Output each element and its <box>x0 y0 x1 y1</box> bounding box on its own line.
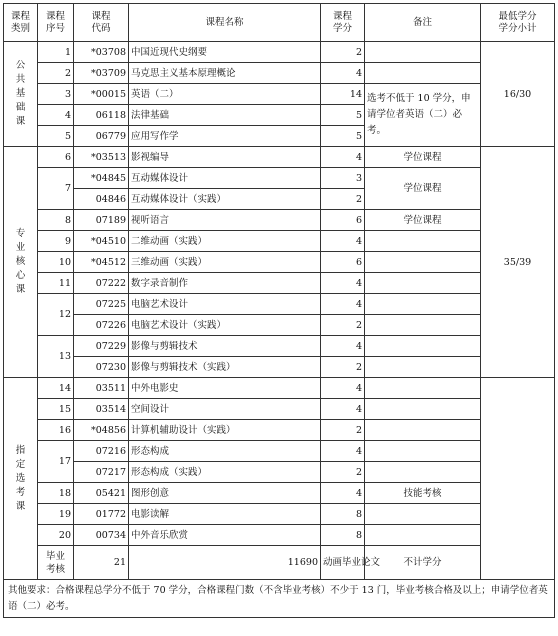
seq-cell: 4 <box>38 105 74 126</box>
note-cell <box>365 462 481 483</box>
name-cell: 二维动画（实践） <box>129 231 321 252</box>
code-cell: 05421 <box>74 483 129 504</box>
credit-cell: 2 <box>321 189 365 210</box>
name-cell: 形态构成（实践） <box>129 462 321 483</box>
name-cell: 电影读解 <box>129 504 321 525</box>
name-cell: 动画毕业论文 <box>321 546 365 580</box>
credit-cell: 2 <box>321 42 365 63</box>
note-degree: 学位课程 <box>365 168 481 210</box>
category-public: 公 共 基 础 课 <box>4 42 38 147</box>
table-row <box>4 63 555 84</box>
note-degree: 学位课程 <box>365 210 481 231</box>
other-requirements: 其他要求：合格课程总学分不低于 70 学分，合格课程门数（不含毕业考核）不少于 13 门，毕业考核合格及以上；申请学位者英语（二）必考。 <box>4 580 555 618</box>
table-row <box>4 252 555 273</box>
name-cell: 视听语言 <box>129 210 321 231</box>
code-cell: *03513 <box>74 147 129 168</box>
seq-cell: 9 <box>38 231 74 252</box>
min-credits-public: 16/30 <box>481 42 555 147</box>
note-cell <box>365 420 481 441</box>
note-cell <box>365 294 481 315</box>
note-skill: 技能考核 <box>365 483 481 504</box>
header-row <box>4 4 555 42</box>
name-cell: 中外电影史 <box>129 378 321 399</box>
table-row <box>4 42 555 63</box>
note-cell <box>365 504 481 525</box>
code-cell: *04856 <box>74 420 129 441</box>
table-row <box>4 546 555 580</box>
seq-cell: 3 <box>38 84 74 105</box>
table-row <box>4 273 555 294</box>
name-cell: 数字录音制作 <box>129 273 321 294</box>
seq-cell: 21 <box>74 546 129 580</box>
seq-cell: 15 <box>38 399 74 420</box>
name-cell: 影像与剪辑技术（实践） <box>129 357 321 378</box>
table-row <box>4 462 555 483</box>
table-row <box>4 378 555 399</box>
credit-cell: 2 <box>321 462 365 483</box>
seq-cell: 11 <box>38 273 74 294</box>
table-row <box>4 399 555 420</box>
note-cell <box>365 378 481 399</box>
name-cell: 中国近现代史纲要 <box>129 42 321 63</box>
min-credits-major: 35/39 <box>481 147 555 378</box>
name-cell: 中外音乐欣赏 <box>129 525 321 546</box>
table-row <box>4 525 555 546</box>
name-cell: 影视编导 <box>129 147 321 168</box>
table-row <box>4 147 555 168</box>
seq-cell: 8 <box>38 210 74 231</box>
credit-cell: 4 <box>321 231 365 252</box>
code-cell: 00734 <box>74 525 129 546</box>
credit-cell: 6 <box>321 210 365 231</box>
note-cell <box>365 231 481 252</box>
note-cell <box>365 336 481 357</box>
code-cell: 07230 <box>74 357 129 378</box>
credit-cell: 2 <box>321 315 365 336</box>
credit-cell: 不计学分 <box>365 546 481 580</box>
code-cell: 04846 <box>74 189 129 210</box>
code-cell: 11690 <box>129 546 321 580</box>
header-note: 备注 <box>365 4 481 42</box>
code-cell: 03511 <box>74 378 129 399</box>
seq-cell: 2 <box>38 63 74 84</box>
table-row <box>4 210 555 231</box>
code-cell: 07229 <box>74 336 129 357</box>
note-cell <box>365 252 481 273</box>
course-plan-table <box>3 3 555 618</box>
credit-cell: 14 <box>321 84 365 105</box>
note-cell <box>365 315 481 336</box>
seq-cell: 6 <box>38 147 74 168</box>
name-cell: 马克思主义基本原理概论 <box>129 63 321 84</box>
code-cell: *00015 <box>74 84 129 105</box>
credit-cell: 4 <box>321 399 365 420</box>
name-cell: 互动媒体设计 <box>129 168 321 189</box>
table-row <box>4 168 555 189</box>
seq-cell: 17 <box>38 441 74 483</box>
table-row <box>4 357 555 378</box>
credit-cell: 4 <box>321 336 365 357</box>
code-cell: 03514 <box>74 399 129 420</box>
code-cell: 07222 <box>74 273 129 294</box>
credit-cell: 4 <box>321 294 365 315</box>
other-requirements-row <box>4 580 555 618</box>
code-cell: *03709 <box>74 63 129 84</box>
table-row <box>4 336 555 357</box>
note-cell <box>365 357 481 378</box>
seq-cell: 1 <box>38 42 74 63</box>
table-row <box>4 441 555 462</box>
name-cell: 互动媒体设计（实践） <box>129 189 321 210</box>
name-cell: 电脑艺术设计 <box>129 294 321 315</box>
table-row <box>4 483 555 504</box>
code-cell: 07226 <box>74 315 129 336</box>
seq-cell: 20 <box>38 525 74 546</box>
credit-cell: 4 <box>321 63 365 84</box>
credit-cell: 4 <box>321 273 365 294</box>
other-text: 合格课程总学分不低于 70 学分，合格课程门数（不含毕业考核）不少于 13 门，毕业考核合格及以上；申请学位者英语（二）必考。 <box>8 584 548 612</box>
name-cell: 法律基础 <box>129 105 321 126</box>
code-cell: 01772 <box>74 504 129 525</box>
name-cell: 计算机辅助设计（实践） <box>129 420 321 441</box>
name-cell: 影像与剪辑技术 <box>129 336 321 357</box>
credit-cell: 8 <box>321 525 365 546</box>
min-credits-elective <box>481 378 555 580</box>
seq-cell: 10 <box>38 252 74 273</box>
credit-cell: 4 <box>321 441 365 462</box>
code-cell: 07216 <box>74 441 129 462</box>
category-graduation: 毕业 考核 <box>38 546 74 580</box>
credit-cell: 4 <box>321 147 365 168</box>
credit-cell: 2 <box>321 357 365 378</box>
name-cell: 英语（二） <box>129 84 321 105</box>
name-cell: 空间设计 <box>129 399 321 420</box>
credit-cell: 8 <box>321 504 365 525</box>
note-cell <box>365 525 481 546</box>
header-credit: 课程 学分 <box>321 4 365 42</box>
note-english: 选考不低于 10 学分，申请学位者英语（二）必考。 <box>365 84 481 147</box>
seq-cell: 12 <box>38 294 74 336</box>
credit-cell: 2 <box>321 420 365 441</box>
code-cell: 07217 <box>74 462 129 483</box>
seq-cell: 7 <box>38 168 74 210</box>
seq-cell: 16 <box>38 420 74 441</box>
credit-cell: 5 <box>321 105 365 126</box>
note-cell <box>365 63 481 84</box>
other-label: 其他要求 <box>8 584 47 596</box>
code-cell: 07225 <box>74 294 129 315</box>
name-cell: 图形创意 <box>129 483 321 504</box>
table-row <box>4 504 555 525</box>
header-name: 课程名称 <box>129 4 321 42</box>
note-cell <box>365 441 481 462</box>
name-cell: 三维动画（实践） <box>129 252 321 273</box>
code-cell: 06118 <box>74 105 129 126</box>
credit-cell: 6 <box>321 252 365 273</box>
code-cell: *04845 <box>74 168 129 189</box>
category-elective: 指 定 选 考 课 <box>4 378 38 580</box>
code-cell: *04510 <box>74 231 129 252</box>
table-row <box>4 315 555 336</box>
header-seq: 课程 序号 <box>38 4 74 42</box>
seq-cell: 13 <box>38 336 74 378</box>
note-cell <box>365 42 481 63</box>
table-row <box>4 84 555 105</box>
note-cell <box>365 273 481 294</box>
name-cell: 电脑艺术设计（实践） <box>129 315 321 336</box>
header-min-credits: 最低学分 学分小计 <box>481 4 555 42</box>
table-row <box>4 294 555 315</box>
code-cell: 07189 <box>74 210 129 231</box>
code-cell: *03708 <box>74 42 129 63</box>
name-cell: 形态构成 <box>129 441 321 462</box>
note-cell <box>365 399 481 420</box>
category-major: 专 业 核 心 课 <box>4 147 38 378</box>
seq-cell: 5 <box>38 126 74 147</box>
credit-cell: 4 <box>321 483 365 504</box>
header-code: 课程 代码 <box>74 4 129 42</box>
seq-cell: 14 <box>38 378 74 399</box>
seq-cell: 18 <box>38 483 74 504</box>
table-row <box>4 231 555 252</box>
code-cell: *04512 <box>74 252 129 273</box>
credit-cell: 3 <box>321 168 365 189</box>
table-row <box>4 420 555 441</box>
name-cell: 应用写作学 <box>129 126 321 147</box>
credit-cell: 4 <box>321 378 365 399</box>
code-cell: 06779 <box>74 126 129 147</box>
note-degree: 学位课程 <box>365 147 481 168</box>
credit-cell: 5 <box>321 126 365 147</box>
seq-cell: 19 <box>38 504 74 525</box>
header-category: 课程 类别 <box>4 4 38 42</box>
